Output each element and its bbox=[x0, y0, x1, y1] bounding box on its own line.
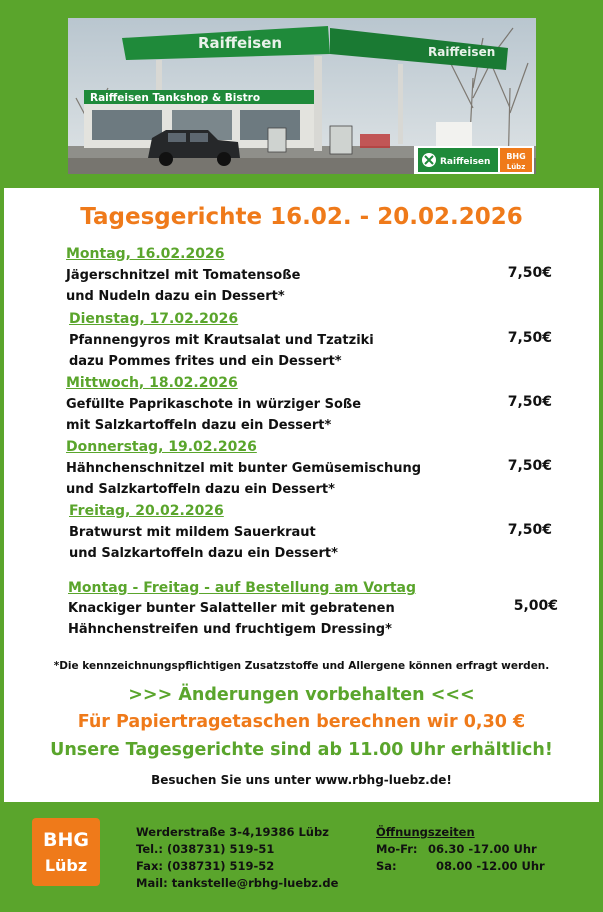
page-title: Tagesgerichte 16.02. - 20.02.2026 bbox=[80, 204, 523, 230]
logo-line2: Lübz bbox=[44, 856, 88, 875]
menu-dish-thursday bbox=[66, 458, 421, 500]
phone: Tel.: (038731) 519-51 bbox=[136, 842, 275, 856]
menu-day-tuesday: Dienstag, 17.02.2026 bbox=[69, 311, 239, 327]
opening-hours bbox=[376, 824, 556, 875]
badge-brand-text: Raiffeisen bbox=[440, 157, 491, 167]
menu-dish-line1: Gefüllte Paprikaschote in würziger Soße bbox=[66, 397, 362, 412]
logo-line1: BHG bbox=[43, 829, 89, 851]
menu-price-salad: 5,00€ bbox=[513, 598, 558, 614]
website-notice: Besuchen Sie uns unter www.rbhg-luebz.de! bbox=[151, 773, 452, 787]
fax: Fax: (038731) 519-52 bbox=[136, 859, 275, 873]
hours-time: 08.00 -12.00 Uhr bbox=[436, 859, 545, 873]
menu-price-tuesday: 7,50€ bbox=[507, 330, 552, 346]
menu-dish-monday bbox=[66, 265, 300, 307]
menu-dish-wednesday bbox=[66, 394, 361, 436]
menu-dish-line2: und Salzkartoffeln dazu ein Dessert* bbox=[69, 546, 338, 561]
canopy-brand-text-right: Raiffeisen bbox=[428, 45, 496, 59]
email: Mail: tankstelle@rbhg-luebz.de bbox=[136, 876, 339, 890]
bhg-logo bbox=[32, 818, 100, 886]
menu-dish-line2: Hähnchenstreifen und fruchtigem Dressing* bbox=[68, 622, 392, 637]
menu-day-weekly: Montag - Freitag - auf Bestellung am Vortag bbox=[68, 580, 416, 596]
bag-fee-notice: Für Papiertragetaschen berechnen wir 0,30 € bbox=[77, 712, 526, 732]
gas-station-photo bbox=[68, 18, 536, 174]
menu-day-friday: Freitag, 20.02.2026 bbox=[69, 503, 224, 519]
address: Werderstraße 3-4,19386 Lübz bbox=[136, 825, 329, 839]
menu-dish-line1: Pfannengyros mit Krautsalat und Tzatziki bbox=[69, 333, 374, 348]
availability-notice: Unsere Tagesgerichte sind ab 11.00 Uhr erhältlich! bbox=[50, 740, 553, 760]
changes-notice: >>> Änderungen vorbehalten <<< bbox=[128, 685, 475, 705]
menu-dish-salad bbox=[68, 598, 395, 640]
contact-block bbox=[136, 824, 338, 892]
hours-days: Sa: bbox=[376, 859, 397, 873]
menu-price-monday: 7,50€ bbox=[507, 265, 552, 281]
badge-luebz-text: Lübz bbox=[506, 163, 526, 171]
menu-dish-line2: und Nudeln dazu ein Dessert* bbox=[66, 289, 285, 304]
menu-dish-line1: Bratwurst mit mildem Sauerkraut bbox=[69, 525, 316, 540]
menu-dish-line1: Jägerschnitzel mit Tomatensoße bbox=[66, 268, 301, 283]
menu-day-monday: Montag, 16.02.2026 bbox=[66, 246, 225, 262]
menu-dish-friday bbox=[69, 522, 338, 564]
menu-price-friday: 7,50€ bbox=[507, 522, 552, 538]
shop-sign-text: Raiffeisen Tankshop & Bistro bbox=[90, 92, 261, 104]
hours-days: Mo-Fr: bbox=[376, 842, 418, 856]
menu-price-wednesday: 7,50€ bbox=[507, 394, 552, 410]
hours-time: 06.30 -17.00 Uhr bbox=[428, 842, 537, 856]
menu-dish-line2: mit Salzkartoffeln dazu ein Dessert* bbox=[66, 418, 332, 433]
badge-bhg-text: BHG bbox=[506, 152, 526, 161]
menu-price-thursday: 7,50€ bbox=[507, 458, 552, 474]
hours-title: Öffnungszeiten bbox=[376, 825, 475, 839]
canopy-brand-text: Raiffeisen bbox=[198, 34, 283, 52]
allergen-note: *Die kennzeichnungspflichtigen Zusatzstoffe und Allergene können erfragt werden. bbox=[53, 660, 550, 672]
menu-dish-line1: Knackiger bunter Salatteller mit gebratenen bbox=[68, 601, 395, 616]
menu-dish-line2: und Salzkartoffeln dazu ein Dessert* bbox=[66, 482, 335, 497]
menu-dish-line2: dazu Pommes frites und ein Dessert* bbox=[69, 354, 342, 369]
menu-dish-tuesday bbox=[69, 330, 374, 372]
hours-row bbox=[376, 841, 556, 858]
hours-row bbox=[376, 858, 556, 875]
menu-day-wednesday: Mittwoch, 18.02.2026 bbox=[66, 375, 238, 391]
menu-dish-line1: Hähnchenschnitzel mit bunter Gemüsemischung bbox=[66, 461, 422, 476]
menu-day-thursday: Donnerstag, 19.02.2026 bbox=[66, 439, 257, 455]
